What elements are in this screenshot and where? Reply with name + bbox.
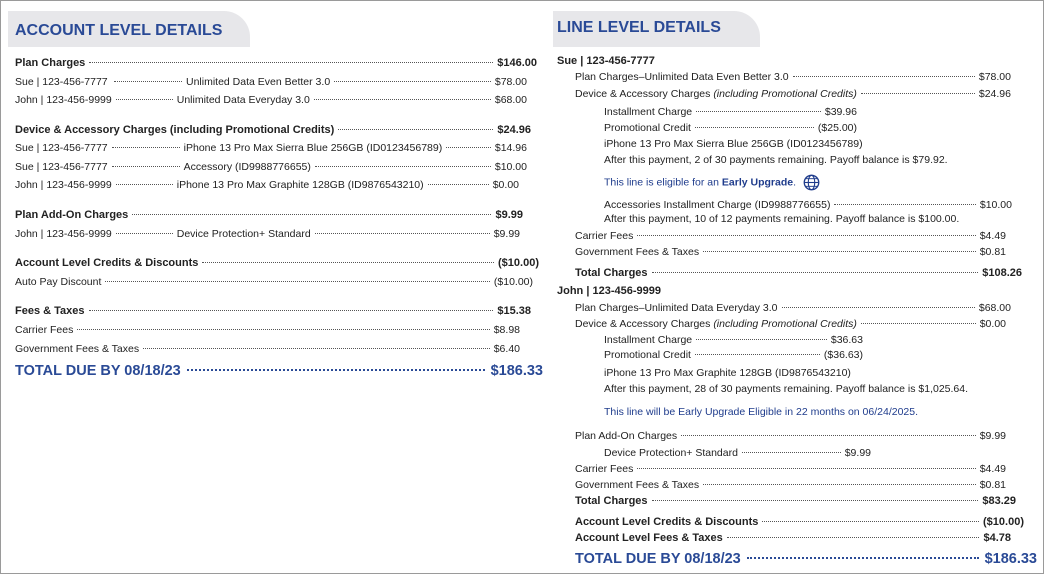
plan-desc: Unlimited Data Everyday 3.0 xyxy=(176,94,310,106)
row-amount: $0.81 xyxy=(979,479,1006,491)
fees-amount: $15.38 xyxy=(497,305,531,317)
row-label: Accessories Installment Charge (ID9988776655) xyxy=(604,199,831,211)
john-installment-row xyxy=(604,333,863,347)
line-label: Sue | 123-456-7777 xyxy=(15,76,108,88)
line-label: Sue | 123-456-7777 xyxy=(15,161,108,173)
row-amount: $36.63 xyxy=(830,334,863,346)
device-desc: iPhone 13 Pro Max Sierra Blue 256GB (ID0123456789) xyxy=(183,142,443,154)
john-device-name: iPhone 13 Pro Max Graphite 128GB (ID9876543210) xyxy=(604,367,851,379)
sue-accessory-note: After this payment, 10 of 12 payments remaining. Payoff balance is $100.00. xyxy=(604,213,960,225)
plan-amount: $68.00 xyxy=(494,94,527,106)
row-label: Total Charges xyxy=(575,267,648,279)
john-promo-row xyxy=(604,348,863,362)
addon-charges-amount: $9.99 xyxy=(495,209,523,221)
row-label: Promotional Credit xyxy=(604,349,691,361)
row-amount: ($10.00) xyxy=(983,516,1024,528)
credit-line-row xyxy=(15,275,533,289)
row-amount: $108.26 xyxy=(982,267,1022,279)
row-amount: $4.49 xyxy=(979,463,1006,475)
addon-desc: Device Protection+ Standard xyxy=(176,228,311,240)
globe-icon[interactable] xyxy=(803,174,820,191)
addon-line-row xyxy=(15,227,520,241)
row-label: Device Protection+ Standard xyxy=(604,447,738,459)
row-label: Carrier Fees xyxy=(575,463,634,475)
plan-amount: $78.00 xyxy=(494,76,527,88)
sue-payment-note: After this payment, 2 of 30 payments remaining. Payoff balance is $79.92. xyxy=(604,154,948,166)
addon-charges-label: Plan Add-On Charges xyxy=(15,209,129,221)
row-amount: $0.00 xyxy=(979,318,1006,330)
plan-desc: Unlimited Data Even Better 3.0 xyxy=(186,76,331,88)
fee-amount: $8.98 xyxy=(493,324,520,336)
device-line-row xyxy=(15,141,527,155)
line-account-fees-row xyxy=(575,531,1011,545)
row-label: Plan Charges–Unlimited Data Everyday 3.0 xyxy=(575,302,778,314)
sue-accessory-row xyxy=(604,198,1012,212)
line-label: Sue | 123-456-7777 xyxy=(15,142,108,154)
john-payment-note: After this payment, 28 of 30 payments remaining. Payoff balance is $1,025.64. xyxy=(604,383,969,395)
line-account-credits-row xyxy=(575,515,1024,529)
device-amount: $14.96 xyxy=(494,142,527,154)
row-label: Device & Accessory Charges (including Promotional Credits) xyxy=(575,318,857,330)
device-charges-row xyxy=(15,123,531,137)
john-protection-row xyxy=(604,446,871,460)
john-device-row xyxy=(575,317,1006,331)
total-due-amount: $186.33 xyxy=(984,551,1037,567)
device-amount: $10.00 xyxy=(494,161,527,173)
row-amount: ($36.63) xyxy=(823,349,863,361)
john-gov-row xyxy=(575,478,1006,492)
line-label: John | 123-456-9999 xyxy=(15,94,112,106)
row-label: Government Fees & Taxes xyxy=(575,246,700,258)
device-line-row xyxy=(15,160,527,174)
row-amount: $0.81 xyxy=(979,246,1006,258)
addon-charges-row xyxy=(15,208,523,222)
plan-charges-amount: $146.00 xyxy=(497,57,537,69)
fee-line-row xyxy=(15,342,520,356)
row-amount: $10.00 xyxy=(979,199,1012,211)
sue-device-name: iPhone 13 Pro Max Sierra Blue 256GB (ID0123456789) xyxy=(604,138,863,150)
row-amount: ($25.00) xyxy=(817,122,857,134)
row-label: Promotional Credit xyxy=(604,122,691,134)
row-label: Plan Add-On Charges xyxy=(575,430,678,442)
credit-desc: Auto Pay Discount xyxy=(15,276,102,288)
row-amount: $4.49 xyxy=(979,230,1006,242)
device-charges-amount: $24.96 xyxy=(497,124,531,136)
row-label: Carrier Fees xyxy=(575,230,634,242)
john-line-header: John | 123-456-9999 xyxy=(557,285,661,297)
line-label: John | 123-456-9999 xyxy=(15,179,112,191)
plan-charges-row xyxy=(15,56,537,70)
device-amount: $0.00 xyxy=(492,179,519,191)
device-desc: iPhone 13 Pro Max Graphite 128GB (ID9876543210) xyxy=(176,179,424,191)
credits-row xyxy=(15,256,539,270)
credits-label: Account Level Credits & Discounts xyxy=(15,257,199,269)
john-upgrade-note: This line will be Early Upgrade Eligible in 22 months on 06/24/2025. xyxy=(604,406,919,418)
sue-promo-row xyxy=(604,121,857,135)
sue-upgrade-note: This line is eligible for an Early Upgrade. xyxy=(604,174,820,191)
plan-line-row xyxy=(15,75,527,89)
john-addon-row xyxy=(575,429,1006,443)
row-amount: $9.99 xyxy=(844,447,871,459)
sue-carrier-row xyxy=(575,229,1006,243)
row-amount: $78.00 xyxy=(978,71,1011,83)
row-amount: $24.96 xyxy=(978,88,1011,100)
device-line-row xyxy=(15,178,519,192)
device-charges-label: Device & Accessory Charges (including Promotional Credits) xyxy=(15,124,335,136)
row-label: Account Level Credits & Discounts xyxy=(575,516,759,528)
row-label: Installment Charge xyxy=(604,334,693,346)
row-label: Plan Charges–Unlimited Data Even Better 3.0 xyxy=(575,71,789,83)
account-level-title: ACCOUNT LEVEL DETAILS xyxy=(8,11,250,47)
john-plan-row xyxy=(575,301,1011,315)
sue-gov-row xyxy=(575,245,1006,259)
row-amount: $4.78 xyxy=(983,532,1011,544)
row-amount: $68.00 xyxy=(978,302,1011,314)
row-label: Total Charges xyxy=(575,495,648,507)
row-label: Account Level Fees & Taxes xyxy=(575,532,723,544)
total-due-label: TOTAL DUE BY 08/18/23 xyxy=(575,551,741,567)
plan-line-row xyxy=(15,93,527,107)
sue-total-row xyxy=(575,266,1022,280)
early-upgrade-link[interactable]: Early Upgrade xyxy=(721,176,794,189)
total-due-label: TOTAL DUE BY 08/18/23 xyxy=(15,363,181,379)
total-due-amount: $186.33 xyxy=(490,363,543,379)
sue-line-header: Sue | 123-456-7777 xyxy=(557,55,655,67)
credits-amount: ($10.00) xyxy=(498,257,539,269)
fee-desc: Carrier Fees xyxy=(15,324,74,336)
sue-device-row xyxy=(575,87,1011,101)
line-level-title: LINE LEVEL DETAILS xyxy=(553,11,760,47)
plan-charges-label: Plan Charges xyxy=(15,57,86,69)
fee-line-row xyxy=(15,323,520,337)
line-label: John | 123-456-9999 xyxy=(15,228,112,240)
credit-amount: ($10.00) xyxy=(493,276,533,288)
line-total-due xyxy=(575,551,1037,567)
row-label: Device & Accessory Charges (including Promotional Credits) xyxy=(575,88,857,100)
john-carrier-row xyxy=(575,462,1006,476)
sue-installment-row xyxy=(604,105,857,119)
row-label: Installment Charge xyxy=(604,106,693,118)
fee-amount: $6.40 xyxy=(493,343,520,355)
john-total-row xyxy=(575,494,1016,508)
fees-label: Fees & Taxes xyxy=(15,305,85,317)
row-amount: $9.99 xyxy=(979,430,1006,442)
addon-amount: $9.99 xyxy=(493,228,520,240)
fees-row xyxy=(15,304,531,318)
row-amount: $39.96 xyxy=(824,106,857,118)
account-total-due xyxy=(15,363,543,379)
device-desc: Accessory (ID9988776655) xyxy=(183,161,311,173)
sue-plan-row xyxy=(575,70,1011,84)
fee-desc: Government Fees & Taxes xyxy=(15,343,140,355)
row-label: Government Fees & Taxes xyxy=(575,479,700,491)
row-amount: $83.29 xyxy=(982,495,1016,507)
